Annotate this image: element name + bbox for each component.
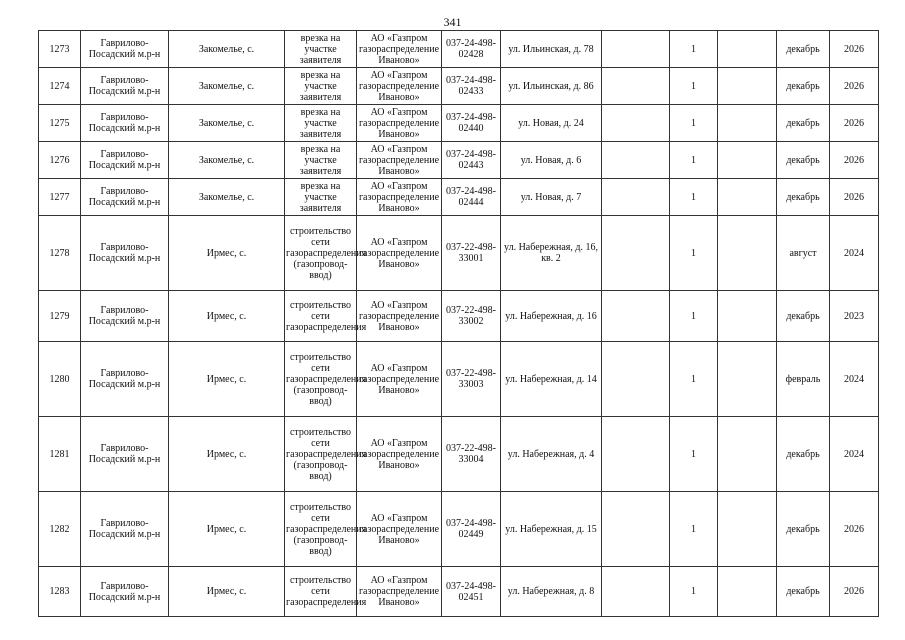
- year-cell: 2024: [830, 417, 879, 492]
- month-cell: декабрь: [777, 417, 830, 492]
- connection-method-cell: врезка на участке заявителя: [285, 31, 357, 68]
- year-cell: 2026: [830, 105, 879, 142]
- connection-method-cell: врезка на участке заявителя: [285, 68, 357, 105]
- year-cell: 2026: [830, 142, 879, 179]
- month-cell: декабрь: [777, 105, 830, 142]
- connection-method-cell: строительство сети газораспределения (газопровод-ввод): [285, 417, 357, 492]
- quantity-cell: 1: [670, 105, 718, 142]
- empty-cell: [718, 492, 777, 567]
- district-cell: Гаврилово-Посадский м.р-н: [81, 142, 169, 179]
- empty-cell: [602, 291, 670, 342]
- year-cell: 2026: [830, 492, 879, 567]
- empty-cell: [602, 216, 670, 291]
- settlement-cell: Закомелье, с.: [169, 105, 285, 142]
- row-number-cell: 1276: [39, 142, 81, 179]
- page-number: 341: [443, 15, 462, 29]
- settlement-cell: Ирмес, с.: [169, 342, 285, 417]
- empty-cell: [718, 342, 777, 417]
- year-cell: 2026: [830, 179, 879, 216]
- settlement-cell: Ирмес, с.: [169, 291, 285, 342]
- object-code-cell: 037-24-498-02444: [442, 179, 501, 216]
- quantity-cell: 1: [670, 492, 718, 567]
- quantity-cell: 1: [670, 342, 718, 417]
- empty-cell: [718, 68, 777, 105]
- object-code-cell: 037-22-498-33002: [442, 291, 501, 342]
- district-cell: Гаврилово-Посадский м.р-н: [81, 216, 169, 291]
- table-row: [39, 216, 879, 291]
- quantity-cell: 1: [670, 216, 718, 291]
- month-cell: декабрь: [777, 179, 830, 216]
- organization-cell: АО «Газпром газораспределение Иваново»: [357, 31, 442, 68]
- connection-method-cell: строительство сети газораспределения (газопровод-ввод): [285, 216, 357, 291]
- organization-cell: АО «Газпром газораспределение Иваново»: [357, 291, 442, 342]
- empty-cell: [718, 105, 777, 142]
- table-row: [39, 68, 879, 105]
- district-cell: Гаврилово-Посадский м.р-н: [81, 291, 169, 342]
- table-row: [39, 31, 879, 68]
- address-cell: ул. Набережная, д. 15: [501, 492, 602, 567]
- connection-method-cell: строительство сети газораспределения (газопровод-ввод): [285, 342, 357, 417]
- empty-cell: [602, 105, 670, 142]
- month-cell: февраль: [777, 342, 830, 417]
- empty-cell: [718, 142, 777, 179]
- year-cell: 2023: [830, 291, 879, 342]
- month-cell: декабрь: [777, 492, 830, 567]
- object-code-cell: 037-24-498-02433: [442, 68, 501, 105]
- quantity-cell: 1: [670, 31, 718, 68]
- object-code-cell: 037-24-498-02449: [442, 492, 501, 567]
- address-cell: ул. Набережная, д. 8: [501, 567, 602, 617]
- quantity-cell: 1: [670, 142, 718, 179]
- organization-cell: АО «Газпром газораспределение Иваново»: [357, 105, 442, 142]
- district-cell: Гаврилово-Посадский м.р-н: [81, 31, 169, 68]
- address-cell: ул. Ильинская, д. 86: [501, 68, 602, 105]
- empty-cell: [718, 216, 777, 291]
- row-number-cell: 1282: [39, 492, 81, 567]
- address-cell: ул. Набережная, д. 14: [501, 342, 602, 417]
- empty-cell: [718, 291, 777, 342]
- table-row: [39, 567, 879, 617]
- month-cell: декабрь: [777, 291, 830, 342]
- object-code-cell: 037-24-498-02440: [442, 105, 501, 142]
- row-number-cell: 1280: [39, 342, 81, 417]
- district-cell: Гаврилово-Посадский м.р-н: [81, 492, 169, 567]
- row-number-cell: 1274: [39, 68, 81, 105]
- address-cell: ул. Новая, д. 24: [501, 105, 602, 142]
- empty-cell: [602, 417, 670, 492]
- row-number-cell: 1277: [39, 179, 81, 216]
- table-row: [39, 342, 879, 417]
- empty-cell: [602, 342, 670, 417]
- month-cell: декабрь: [777, 68, 830, 105]
- address-cell: ул. Набережная, д. 16: [501, 291, 602, 342]
- organization-cell: АО «Газпром газораспределение Иваново»: [357, 342, 442, 417]
- district-cell: Гаврилово-Посадский м.р-н: [81, 68, 169, 105]
- empty-cell: [602, 492, 670, 567]
- address-cell: ул. Набережная, д. 16, кв. 2: [501, 216, 602, 291]
- table-row: [39, 105, 879, 142]
- organization-cell: АО «Газпром газораспределение Иваново»: [357, 492, 442, 567]
- object-code-cell: 037-22-498-33003: [442, 342, 501, 417]
- row-number-cell: 1281: [39, 417, 81, 492]
- row-number-cell: 1273: [39, 31, 81, 68]
- table-row: [39, 417, 879, 492]
- organization-cell: АО «Газпром газораспределение Иваново»: [357, 216, 442, 291]
- row-number-cell: 1279: [39, 291, 81, 342]
- empty-cell: [602, 179, 670, 216]
- table-row: [39, 142, 879, 179]
- connection-method-cell: врезка на участке заявителя: [285, 105, 357, 142]
- settlement-cell: Ирмес, с.: [169, 567, 285, 617]
- table-row: [39, 291, 879, 342]
- district-cell: Гаврилово-Посадский м.р-н: [81, 567, 169, 617]
- month-cell: декабрь: [777, 31, 830, 68]
- organization-cell: АО «Газпром газораспределение Иваново»: [357, 142, 442, 179]
- empty-cell: [602, 68, 670, 105]
- empty-cell: [718, 31, 777, 68]
- quantity-cell: 1: [670, 567, 718, 617]
- settlement-cell: Ирмес, с.: [169, 417, 285, 492]
- district-cell: Гаврилово-Посадский м.р-н: [81, 105, 169, 142]
- organization-cell: АО «Газпром газораспределение Иваново»: [357, 179, 442, 216]
- year-cell: 2024: [830, 342, 879, 417]
- connection-method-cell: строительство сети газораспределения: [285, 291, 357, 342]
- row-number-cell: 1275: [39, 105, 81, 142]
- organization-cell: АО «Газпром газораспределение Иваново»: [357, 68, 442, 105]
- settlement-cell: Ирмес, с.: [169, 492, 285, 567]
- empty-cell: [718, 567, 777, 617]
- organization-cell: АО «Газпром газораспределение Иваново»: [357, 417, 442, 492]
- connection-method-cell: строительство сети газораспределения (газопровод-ввод): [285, 492, 357, 567]
- object-code-cell: 037-22-498-33004: [442, 417, 501, 492]
- year-cell: 2026: [830, 31, 879, 68]
- connection-method-cell: врезка на участке заявителя: [285, 179, 357, 216]
- address-cell: ул. Набережная, д. 4: [501, 417, 602, 492]
- month-cell: август: [777, 216, 830, 291]
- empty-cell: [718, 179, 777, 216]
- address-cell: ул. Новая, д. 7: [501, 179, 602, 216]
- empty-cell: [602, 31, 670, 68]
- settlement-cell: Закомелье, с.: [169, 31, 285, 68]
- object-code-cell: 037-22-498-33001: [442, 216, 501, 291]
- month-cell: декабрь: [777, 567, 830, 617]
- table-body: [39, 31, 879, 617]
- empty-cell: [602, 142, 670, 179]
- gasification-table: [38, 30, 879, 617]
- quantity-cell: 1: [670, 291, 718, 342]
- quantity-cell: 1: [670, 68, 718, 105]
- settlement-cell: Ирмес, с.: [169, 216, 285, 291]
- connection-method-cell: врезка на участке заявителя: [285, 142, 357, 179]
- empty-cell: [602, 567, 670, 617]
- object-code-cell: 037-24-498-02443: [442, 142, 501, 179]
- row-number-cell: 1283: [39, 567, 81, 617]
- year-cell: 2026: [830, 68, 879, 105]
- object-code-cell: 037-24-498-02451: [442, 567, 501, 617]
- table-row: [39, 492, 879, 567]
- connection-method-cell: строительство сети газораспределения: [285, 567, 357, 617]
- organization-cell: АО «Газпром газораспределение Иваново»: [357, 567, 442, 617]
- settlement-cell: Закомелье, с.: [169, 179, 285, 216]
- year-cell: 2024: [830, 216, 879, 291]
- quantity-cell: 1: [670, 417, 718, 492]
- month-cell: декабрь: [777, 142, 830, 179]
- row-number-cell: 1278: [39, 216, 81, 291]
- settlement-cell: Закомелье, с.: [169, 142, 285, 179]
- year-cell: 2026: [830, 567, 879, 617]
- quantity-cell: 1: [670, 179, 718, 216]
- address-cell: ул. Ильинская, д. 78: [501, 31, 602, 68]
- settlement-cell: Закомелье, с.: [169, 68, 285, 105]
- district-cell: Гаврилово-Посадский м.р-н: [81, 417, 169, 492]
- address-cell: ул. Новая, д. 6: [501, 142, 602, 179]
- object-code-cell: 037-24-498-02428: [442, 31, 501, 68]
- district-cell: Гаврилово-Посадский м.р-н: [81, 179, 169, 216]
- district-cell: Гаврилово-Посадский м.р-н: [81, 342, 169, 417]
- empty-cell: [718, 417, 777, 492]
- table-row: [39, 179, 879, 216]
